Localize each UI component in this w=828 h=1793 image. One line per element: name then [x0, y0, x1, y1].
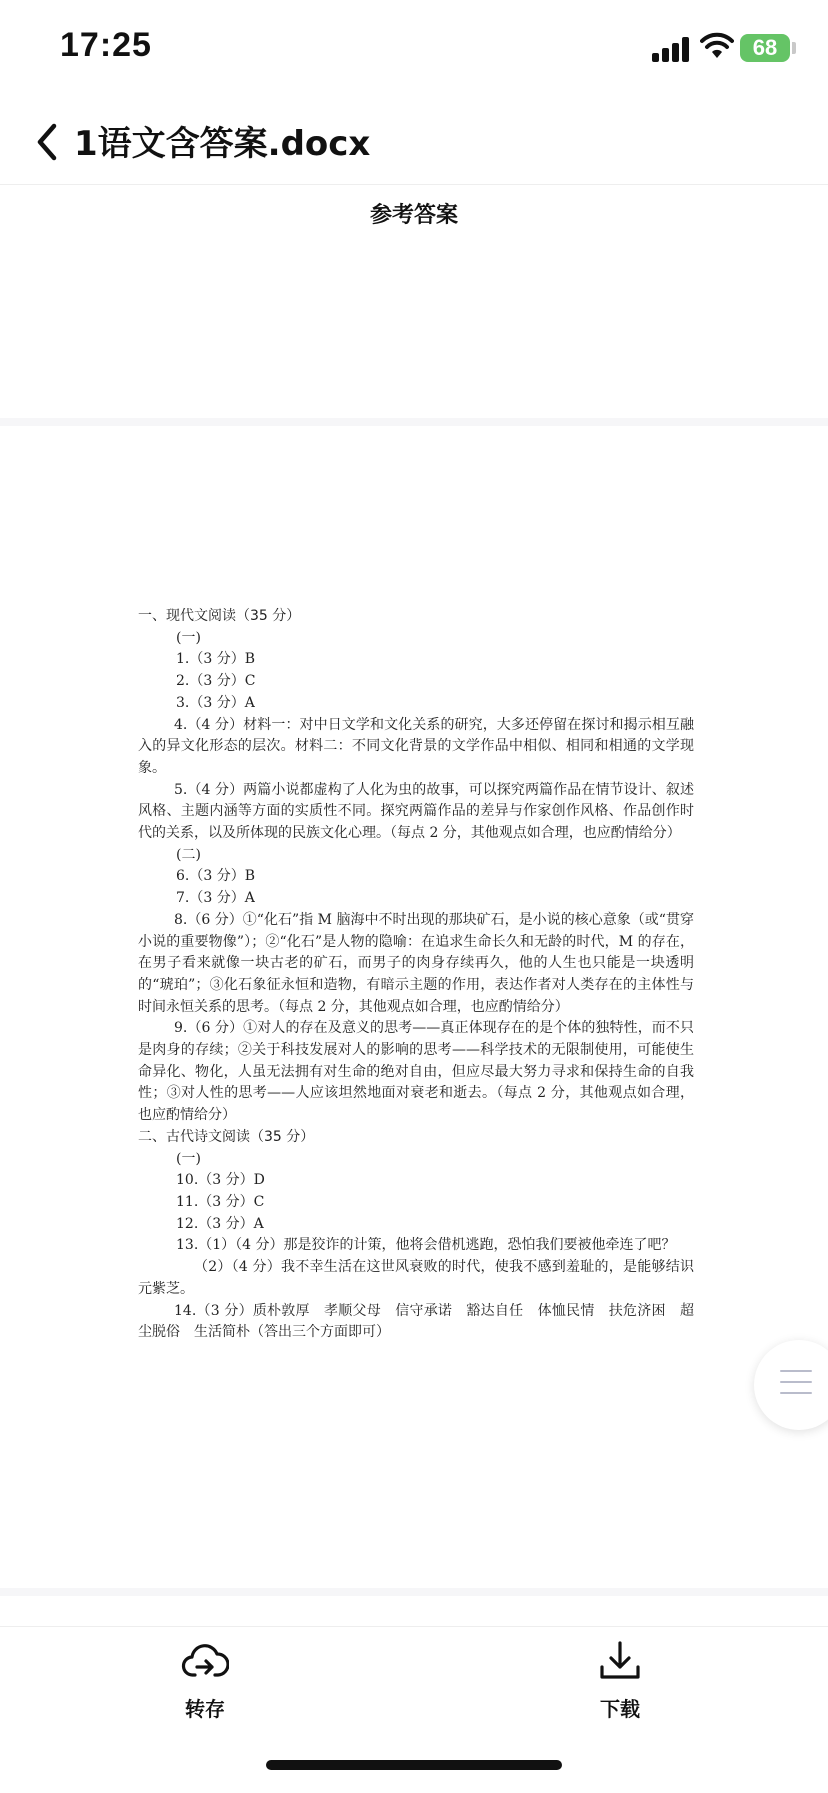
answer-line: 10.（3 分）D	[176, 1172, 265, 1189]
document-title: 1语文含答案.docx	[74, 124, 371, 164]
wifi-icon	[700, 32, 734, 60]
status-bar	[0, 0, 828, 100]
download-icon	[596, 1639, 644, 1683]
answer-line: 8.（6 分）①“化石”指 M 脑海中不时出现的那块矿石，是小说的核心意象（或“贯穿小说的重要物像”）；②“化石”是人物的隐喻：在追求生命长久和无龄的时代，M 的存在，在男子看来就像一块古老的矿石，而男子的肉身存续再久，他的人生也只能是一块透明的“琥珀”；③化石象征永恒和造物，有暗示主题的作用，表达作者对人类存在的主体性与时间永恒关系的思考。（每点 2 分，其他观点如合理，也应酌情给分）	[138, 911, 694, 1015]
battery-level: 68	[752, 35, 778, 60]
menu-icon-line	[780, 1381, 812, 1383]
battery-icon	[740, 34, 790, 62]
answer-line: 14.（3 分）质朴敦厚 孝顺父母 信守承诺 豁达自任 体恤民情 扶危济困 超尘脱俗 生活简朴（答出三个方面即可）	[138, 1302, 694, 1341]
download-label: 下载	[600, 1697, 640, 1721]
answer-line: (一)	[176, 1150, 201, 1167]
answer-line: (二)	[176, 846, 201, 863]
answer-line: 2.（3 分）C	[176, 673, 256, 690]
save-to-drive-button[interactable]	[145, 1639, 265, 1739]
answer-line: 6.（3 分）B	[176, 868, 256, 885]
answer-line: 9.（6 分）①对人的存在及意义的思考——真正体现存在的是个体的独特性，而不只是肉身的存续；②关于科技发展对人的影响的思考——科学技术的无限制使用，可能使生命异化、物化，人虽无法拥有对生命的绝对自由，但应尽最大努力寻求和保持生命的自我性；③对人性的思考——人应该坦然地面对衰老和逝去。（每点 2 分，其他观点如合理，也应酌情给分）	[138, 1020, 694, 1124]
answer-line: 1.（3 分）B	[176, 651, 256, 668]
page-heading: 参考答案	[369, 202, 458, 228]
document-viewer[interactable]	[0, 186, 828, 1596]
answer-line: (一)	[176, 629, 201, 646]
answer-line: 12.（3 分）A	[176, 1215, 264, 1232]
download-button[interactable]	[560, 1639, 680, 1739]
answer-line: 3.（3 分）A	[176, 694, 255, 711]
document-page	[0, 186, 828, 418]
answer-line: 11.（3 分）C	[176, 1193, 265, 1210]
answer-line: 13.（1）（4 分）那是狡诈的计策，他将会借机逃跑，恐怕我们要被他牵连了吧？	[176, 1237, 676, 1254]
answer-line: 5.（4 分）两篇小说都虚构了人化为虫的故事，可以探究两篇作品在情节设计、叙述风格、主题内涵等方面的实质性不同。探究两篇作品的差异与作家创作风格、作品创作时代的关系，以及所体现的民族文化心理。（每点 2 分，其他观点如合理，也应酌情给分）	[138, 781, 694, 842]
home-indicator	[266, 1760, 562, 1770]
save-label: 转存	[185, 1697, 225, 1721]
menu-icon-line	[780, 1370, 812, 1372]
answer-line: 一、现代文阅读（35 分）	[138, 608, 301, 624]
status-time: 17:25	[60, 26, 152, 64]
menu-icon-line	[780, 1392, 812, 1394]
answer-line: 4.（4 分）材料一：对中日文学和文化关系的研究，大多还停留在探讨和揭示相互融入的异文化形态的层次。材料二：不同文化背景的文学作品中相似、相同和相通的文学现象。	[138, 716, 694, 776]
battery-tip	[792, 42, 796, 54]
answer-text	[138, 606, 694, 1344]
document-page	[0, 426, 828, 1588]
back-chevron-icon[interactable]	[30, 118, 66, 166]
nav-header	[0, 100, 828, 185]
answer-line: 二、古代诗文阅读（35 分）	[138, 1128, 315, 1145]
answer-line: 7.（3 分）A	[176, 890, 255, 907]
signal-icon	[652, 36, 692, 62]
answer-line: （2）（4 分）我不幸生活在这世风衰败的时代，使我不感到羞耻的，是能够结识元紫芝。	[138, 1259, 694, 1297]
cloud-upload-icon	[181, 1639, 229, 1683]
